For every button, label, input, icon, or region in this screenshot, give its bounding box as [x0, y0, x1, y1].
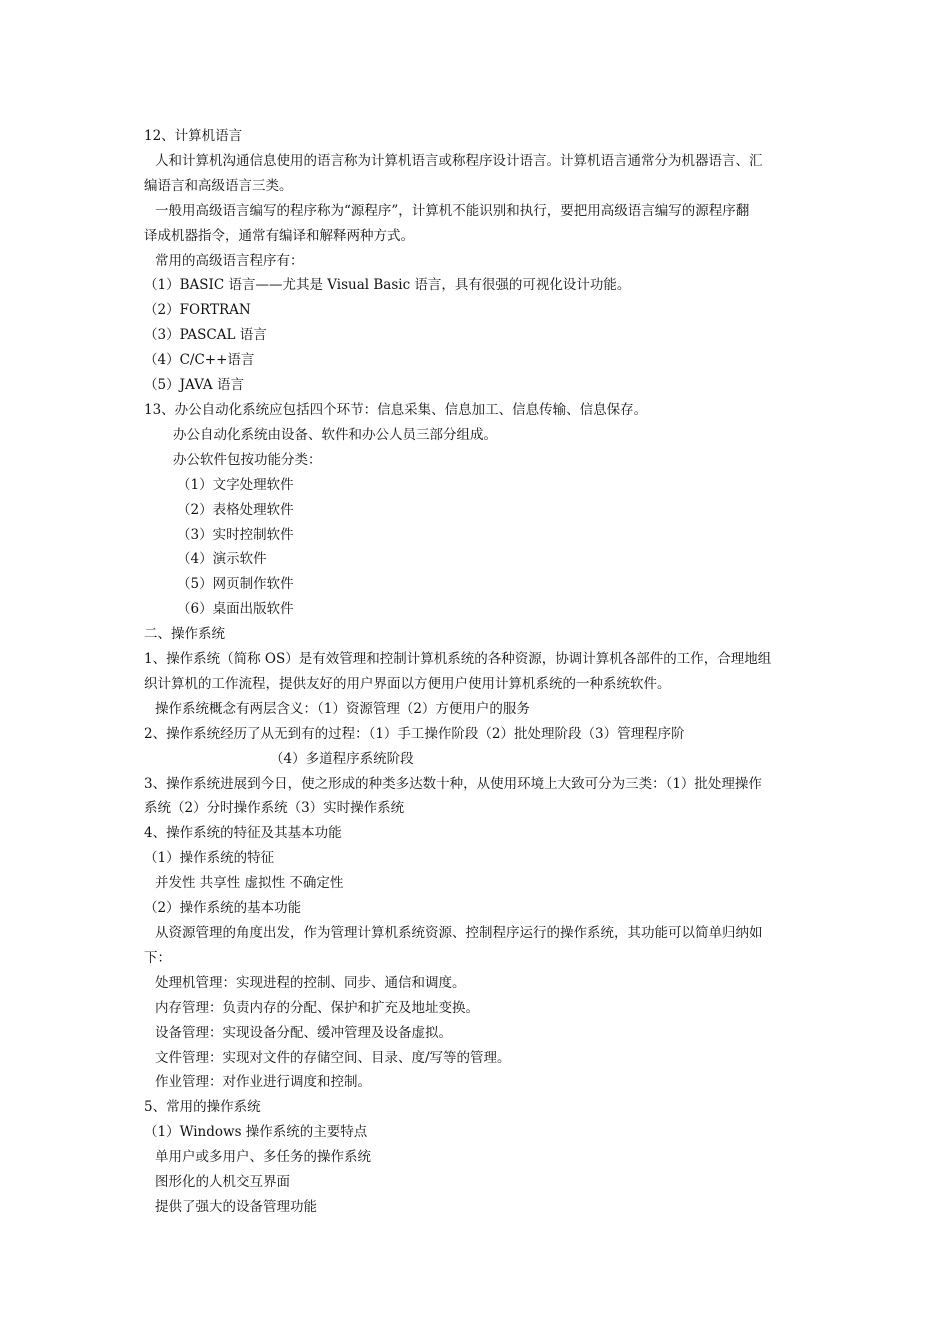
list-item: 文件管理：实现对文件的存储空间、目录、度/写等的管理。 [155, 1049, 511, 1066]
list-item: 提供了强大的设备管理功能 [155, 1198, 317, 1215]
list-item: 图形化的人机交互界面 [155, 1174, 290, 1191]
list-item: 内存管理：负责内存的分配、保护和扩充及地址变换。 [155, 999, 479, 1016]
list-item: （3）实时控制软件 [177, 526, 294, 543]
subsection-heading: （2）操作系统的基本功能 [144, 900, 302, 917]
list-item: （4）演示软件 [177, 551, 267, 568]
paragraph-line: 译成机器指令，通常有编译和解释两种方式。 [144, 227, 414, 244]
document-body [144, 124, 810, 1220]
list-item: （1）BASIC 语言——尤其是 Visual Basic 语言，具有很强的可视化设计功能。 [144, 277, 631, 294]
paragraph-line: 编语言和高级语言三类。 [144, 177, 293, 194]
list-item: （1）文字处理软件 [177, 476, 294, 493]
paragraph-line: （4）多道程序系统阶段 [270, 750, 414, 767]
paragraph-line: 3、操作系统进展到今日，使之形成的种类多达数十种，从使用环境上大致可分为三类：（1）批处理操作 [144, 775, 762, 792]
paragraph-line: 并发性 共享性 虚拟性 不确定性 [155, 875, 344, 892]
list-item: （6）桌面出版软件 [177, 601, 294, 618]
list-item: （2）FORTRAN [144, 302, 251, 319]
list-item: （3）PASCAL 语言 [144, 327, 267, 344]
section-heading: 4、操作系统的特征及其基本功能 [144, 825, 342, 842]
section-heading: 13、办公自动化系统应包括四个环节：信息采集、信息加工、信息传输、信息保存。 [144, 401, 648, 418]
paragraph-line: 织计算机的工作流程，提供友好的用户界面以方便用户使用计算机系统的一种系统软件。 [144, 675, 671, 692]
paragraph-line: 系统（2）分时操作系统（3）实时操作系统 [144, 800, 405, 817]
subsection-heading: （1）Windows 操作系统的主要特点 [144, 1124, 368, 1141]
paragraph-line: 办公软件包按功能分类： [173, 451, 322, 468]
paragraph-line: 一般用高级语言编写的程序称为“源程序”，计算机不能识别和执行，要把用高级语言编写的源程序翻 [155, 202, 750, 219]
section-heading: 12、计算机语言 [144, 128, 243, 144]
paragraph-line: 2、操作系统经历了从无到有的过程：（1）手工操作阶段（2）批处理阶段（3）管理程序阶 [144, 725, 685, 742]
list-item: （4）C/C++语言 [144, 352, 255, 369]
paragraph-line: 办公自动化系统由设备、软件和办公人员三部分组成。 [173, 426, 497, 443]
list-item: 单用户或多用户、多任务的操作系统 [155, 1149, 371, 1166]
paragraph-line: 1、操作系统（简称 OS）是有效管理和控制计算机系统的各种资源，协调计算机各部件的工作，合理地组 [144, 651, 772, 668]
list-item: 设备管理：实现设备分配、缓冲管理及设备虚拟。 [155, 1024, 452, 1041]
chapter-heading: 二、操作系统 [144, 626, 225, 643]
paragraph-line: 操作系统概念有两层含义：（1）资源管理（2）方便用户的服务 [155, 700, 530, 717]
section-heading: 5、常用的操作系统 [144, 1099, 261, 1116]
list-item: 作业管理：对作业进行调度和控制。 [155, 1074, 371, 1091]
subsection-heading: （1）操作系统的特征 [144, 850, 275, 867]
list-item: （5）网页制作软件 [177, 576, 294, 593]
list-item: （5）JAVA 语言 [144, 377, 244, 394]
list-item: （2）表格处理软件 [177, 501, 294, 518]
paragraph-line: 人和计算机沟通信息使用的语言称为计算机语言或称程序设计语言。计算机语言通常分为机器语言、汇 [155, 152, 763, 169]
paragraph-line: 常用的高级语言程序有： [155, 252, 304, 269]
list-item: 处理机管理：实现进程的控制、同步、通信和调度。 [155, 974, 466, 991]
paragraph-line: 从资源管理的角度出发，作为管理计算机系统资源、控制程序运行的操作系统，其功能可以简单归纳如 [155, 925, 763, 941]
paragraph-line: 下： [144, 949, 171, 966]
